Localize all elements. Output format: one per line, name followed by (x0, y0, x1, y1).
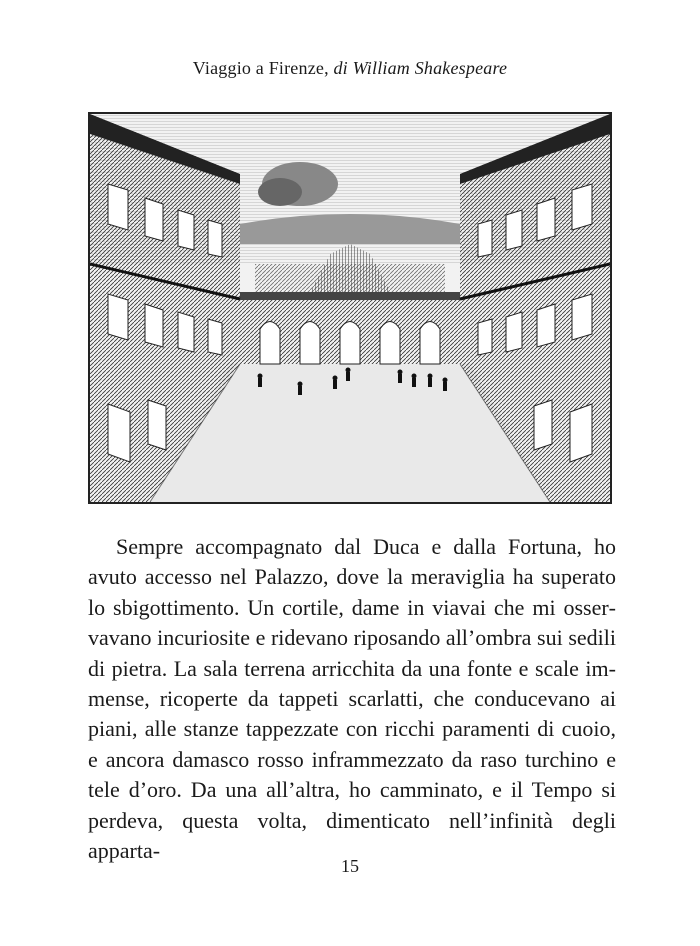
book-author: di William Shakespeare (333, 58, 508, 78)
running-head (0, 58, 700, 79)
courtyard-engraving (88, 112, 612, 504)
paragraph: Sempre accompagnato dal Duca e dalla Fortuna, ho avuto accesso nel Palazzo, dove la meraviglia ha superato lo sbigottimento. Un cortile, dame in viavai che mi osservavano incuriosite e ridevano riposando all’ombra sui sedili di pietra. La sala terrena arricchita da una fonte e scale immense, ricoperte da tappeti scarlatti, che conducevano ai piani, alle stanze tappezzate con ricchi paramenti di cuoio, e ancora damasco rosso inframmezzato da raso turchino e tele d’oro. Da una all’altra, ho camminato, e il Tempo si perdeva, questa volta, dimenticato nell’infinità degli apparta- (88, 534, 616, 864)
page-number: 15 (341, 856, 359, 876)
book-title: Viaggio a Firenze, (192, 58, 329, 78)
body-text (88, 532, 616, 866)
